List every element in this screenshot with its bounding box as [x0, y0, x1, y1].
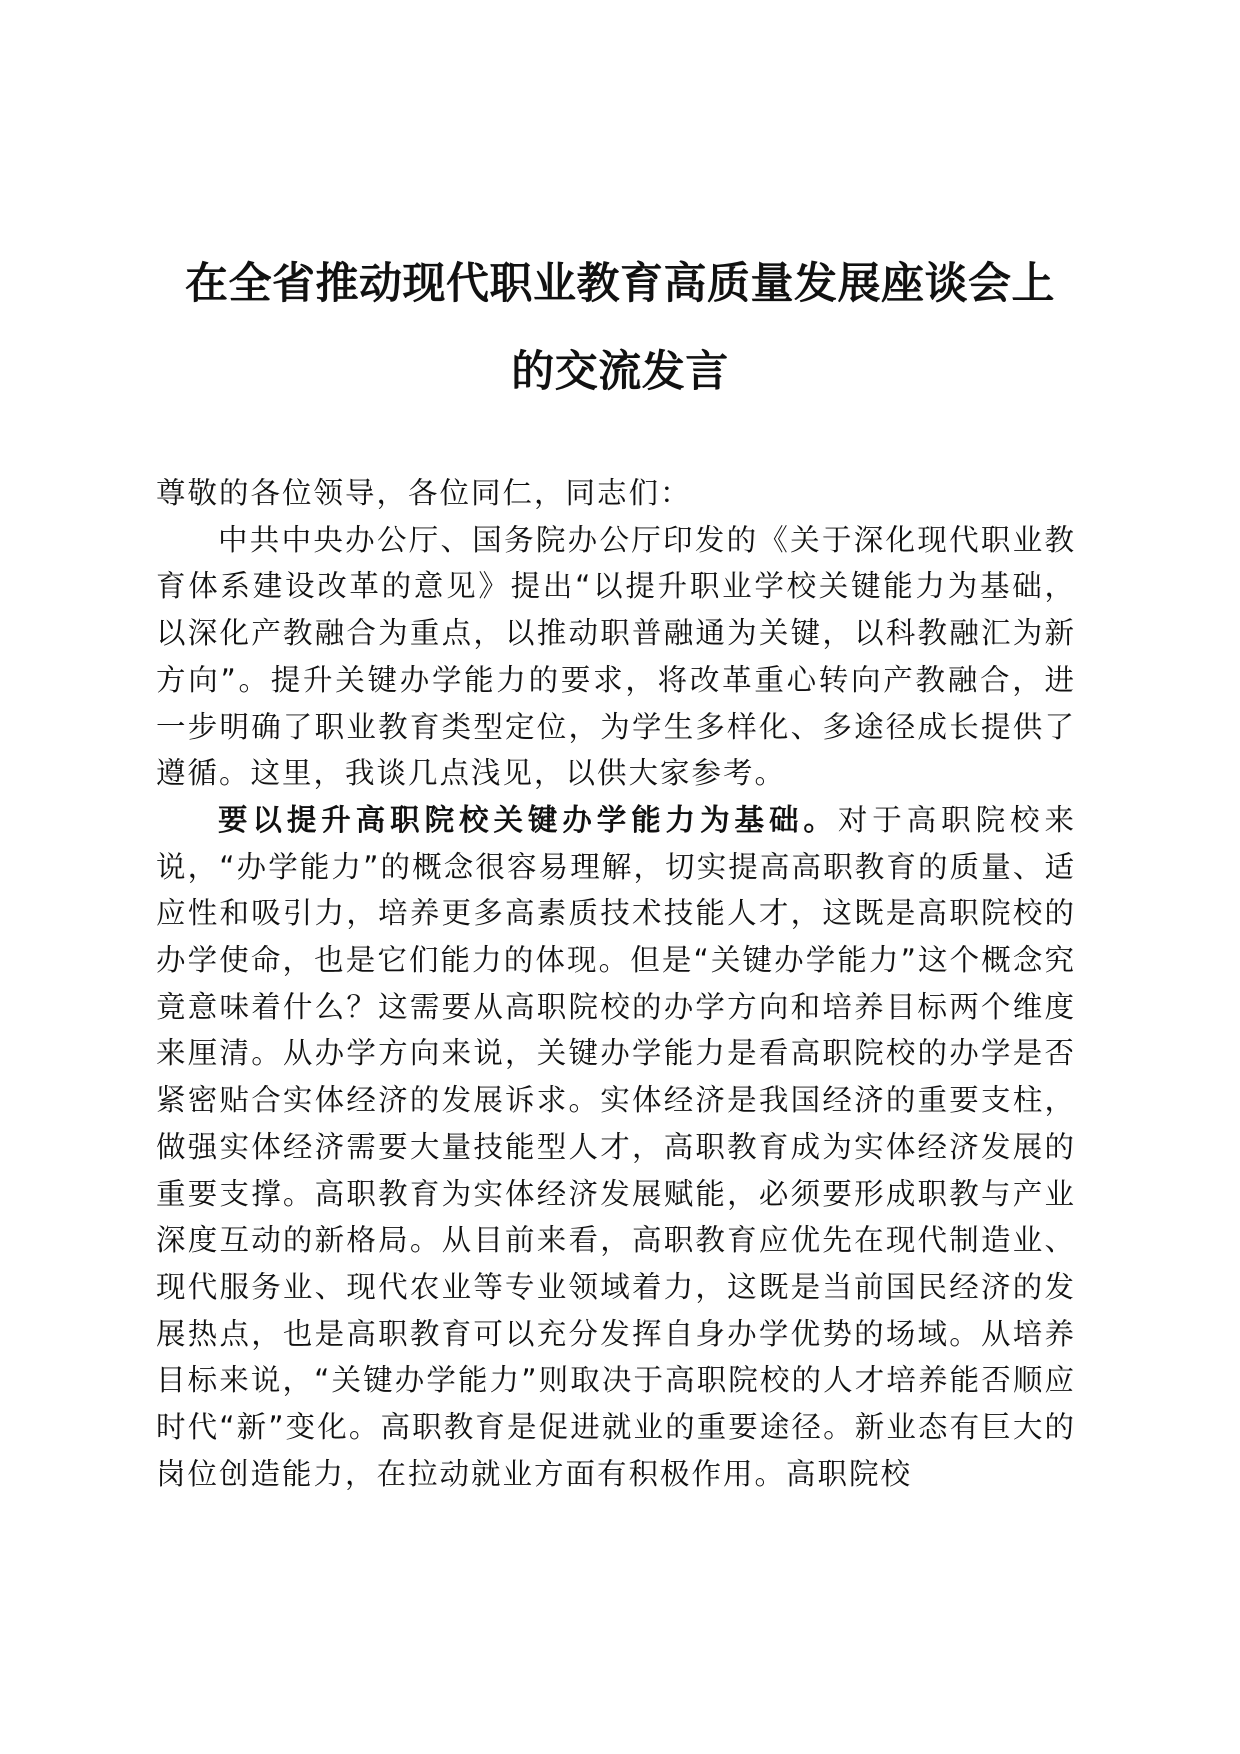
document-body: [156, 470, 1076, 1497]
paragraph-intro: [156, 517, 1076, 797]
section-1-text: 对于高职院校来说，“办学能力”的概念很容易理解，切实提高高职教育的质量、适应性和吸引力，培养更多高素质技术技能人才，这既是高职院校的办学使命，也是它们能力的体现。但是“关键办学能力”这个概念究竟意味着什么？这需要从高职院校的办学方向和培养目标两个维度来厘清。从办学方向来说，关键办学能力是看高职院校的办学是否紧密贴合实体经济的发展诉求。实体经济是我国经济的重要支柱，做强实体经济需要大量技能型人才，高职教育成为实体经济发展的重要支撑。高职教育为实体经济发展赋能，必须要形成职教与产业深度互动的新格局。从目前来看，高职教育应优先在现代制造业、现代服务业、现代农业等专业领域着力，这既是当前国民经济的发展热点，也是高职教育可以充分发挥自身办学优势的场域。从培养目标来说，“关键办学能力”则取决于高职院校的人才培养能否顺应时代“新”变化。高职教育是促进就业的重要途径。新业态有巨大的岗位创造能力，在拉动就业方面有积极作用。高职院校: [156, 802, 1076, 1491]
paragraph-section-1: [156, 797, 1076, 1498]
title-line-1: 在全省推动现代职业教育高质量发展座谈会上: [185, 259, 1055, 309]
paragraph-intro-text: 中共中央办公厅、国务院办公厅印发的《关于深化现代职业教育体系建设改革的意见》提出“以提升职业学校关键能力为基础，以深化产教融合为重点，以推动职普融通为关键，以科教融汇为新方向”。提升关键办学能力的要求，将改革重心转向产教融合，进一步明确了职业教育类型定位，为学生多样化、多途径成长提供了遵循。这里，我谈几点浅见，以供大家参考。: [156, 522, 1076, 791]
section-1-heading: 要以提升高职院校关键办学能力为基础。: [218, 802, 838, 837]
document-title: [150, 240, 1090, 416]
title-line-2: 的交流发言: [511, 347, 729, 397]
salutation: 尊敬的各位领导，各位同仁，同志们：: [156, 476, 692, 510]
